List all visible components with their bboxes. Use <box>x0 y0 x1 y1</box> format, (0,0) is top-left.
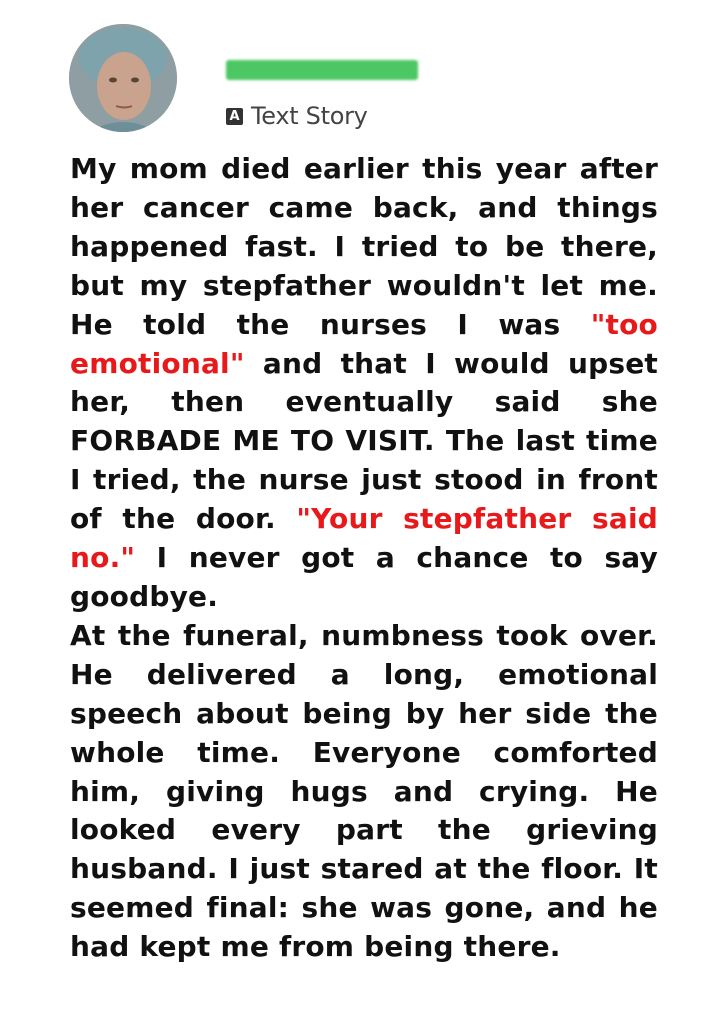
avatar[interactable] <box>69 24 177 132</box>
redacted-username <box>226 60 418 80</box>
story-text: My mom died earlier this year after her cancer came back, and things happened fast. I tried to be there, but my stepfather wouldn't let me. He told the nurses I was <box>70 152 658 341</box>
story-body <box>70 150 658 967</box>
source-label <box>226 102 368 130</box>
source-label-text: Text Story <box>251 102 368 130</box>
avatar-photo <box>69 24 177 132</box>
story-paragraph: At the funeral, numbness took over. He delivered a long, emotional speech about being by her side the whole time. Everyone comforted him, giving hugs and crying. He looked every part the grieving husband. I just stared at the floor. It seemed final: she was gone, and he had kept me from being there. <box>70 618 658 964</box>
a-letter-icon: A <box>226 108 243 125</box>
story-text: and that I would upset her, then eventually said she FORBADE ME TO VISIT. The last time I tried, the nurse just stood in front of the door. <box>70 346 658 536</box>
highlighted-quote: "too emotional" <box>70 307 658 380</box>
story-paragraph <box>70 150 658 617</box>
story-header <box>0 0 727 150</box>
story-text: I never got a chance to say goodbye. <box>70 541 658 613</box>
highlighted-quote: "Your stepfather said no." <box>70 502 658 575</box>
